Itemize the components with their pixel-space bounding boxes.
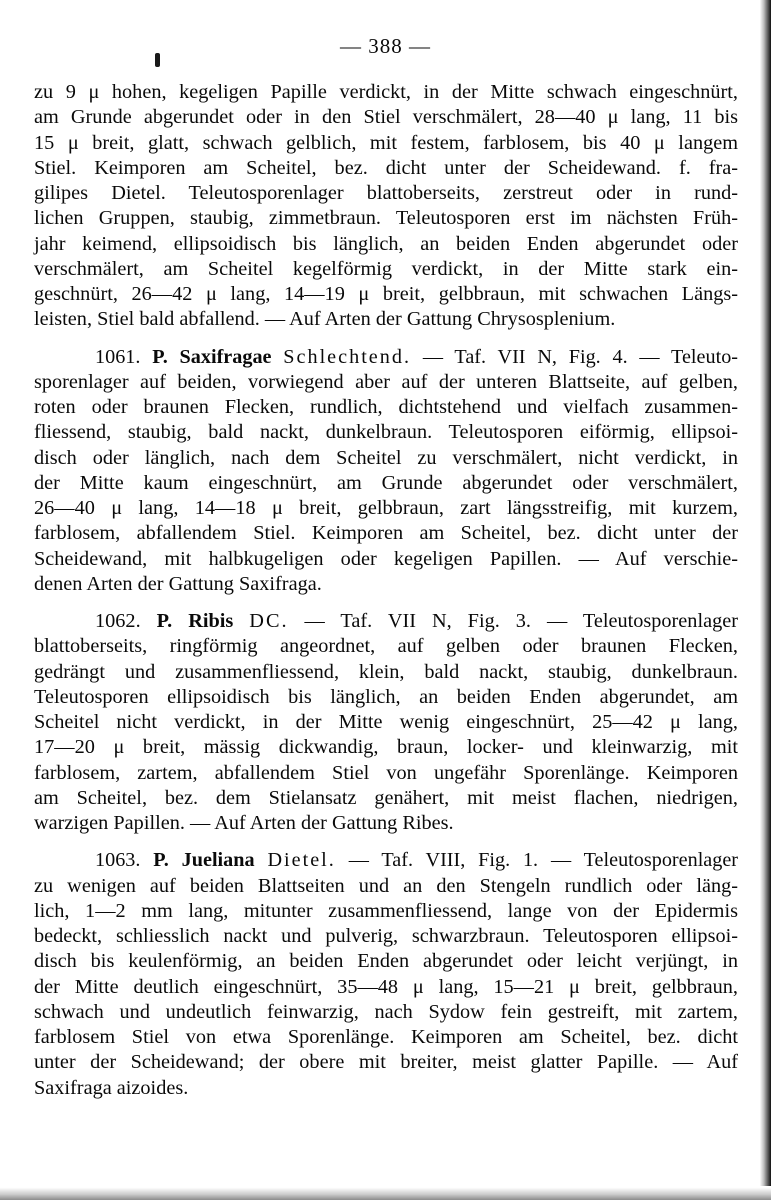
page-number: — 388 — — [340, 34, 431, 58]
text-line: fliessend, staubig, bald nackt, dunkelbraun. Teleutosporen eiförmig, ellipsoi- — [34, 421, 738, 444]
text-line: Teleutosporen ellipsoidisch bis länglich, an beiden Enden abgerundet, am — [34, 685, 738, 708]
text-line: 17—20 μ breit, mässig dickwandig, braun, locker- und kleinwarzig, mit — [34, 736, 738, 759]
text-line: roten oder braunen Flecken, rundlich, dichtstehend und vielfach zusammen- — [34, 396, 738, 418]
paragraph-continuation — [34, 80, 738, 333]
text-body — [34, 80, 738, 1101]
text-line: der Mitte deutlich eingeschnürt, 35—48 μ lang, 15—21 μ breit, gelbbraun, — [34, 975, 738, 998]
text-line: disch bis keulenförmig, an beiden Enden abgerundet oder leicht verjüngt, in — [34, 950, 738, 973]
text-line: verschmälert, am Scheitel kegelförmig verdickt, in der Mitte stark ein- — [34, 257, 738, 280]
entry-number: 1062. — [95, 610, 141, 632]
entry-heading-line — [34, 609, 738, 634]
page-bottom-shadow — [0, 1186, 771, 1200]
text-line: zu wenigen auf beiden Blattseiten und an den Stengeln rundlich oder läng- — [34, 874, 738, 897]
text-line: 26—40 μ lang, 14—18 μ breit, gelbbraun, zart längsstreifig, mit kurzem, — [34, 497, 738, 519]
text-line: bedeckt, schliesslich nackt und pulverig, schwarzbraun. Teleutosporen ellipsoi- — [34, 925, 738, 947]
heading-rest: — Taf. VII N, Fig. 4. — Teleuto- — [422, 345, 739, 368]
text-line: Stiel. Keimporen am Scheitel, bez. dicht unter der Scheidewand. f. fra- — [34, 156, 738, 179]
text-line: warzigen Papillen. — Auf Arten der Gattung Ribes. — [34, 812, 454, 834]
text-line: blattoberseits, ringförmig angeordnet, auf gelben oder braunen Flecken, — [34, 635, 738, 658]
genus-abbrev: P. — [156, 610, 173, 632]
text-line: farblosem, zartem, abfallendem Stiel von ungefähr Sporenlänge. Keimporen — [34, 761, 738, 784]
species-author: Dietel. — [267, 849, 336, 872]
species-entry-1061 — [34, 345, 738, 598]
text-line: Scheitel nicht verdickt, in der Mitte wenig eingeschnürt, 25—42 μ lang, — [34, 711, 738, 733]
species-entry-1062 — [34, 609, 738, 836]
text-line: farblosem Stiel von etwa Sporenlänge. Keimporen am Scheitel, bez. dicht — [34, 1026, 738, 1048]
heading-rest: — Taf. VIII, Fig. 1. — Teleutosporenlager — [348, 849, 739, 872]
species-author: DC. — [249, 610, 289, 632]
text-line: der Mitte kaum eingeschnürt, am Grunde abgerundet oder verschmälert, — [34, 471, 738, 494]
entry-heading-line — [34, 848, 738, 873]
text-line: zu 9 μ hohen, kegeligen Papille verdickt, in der Mitte schwach eingeschnürt, — [34, 81, 738, 103]
text-line: jahr keimend, ellipsoidisch bis länglich, an beiden Enden abgerundet oder — [34, 232, 738, 255]
species-name: Saxifragae — [179, 345, 272, 368]
text-line: schwach und undeutlich feinwarzig, nach Sydow fein gestreift, mit zartem, — [34, 1000, 738, 1023]
text-line: unter der Scheidewand; der obere mit breiter, meist glatter Papille. — Auf — [34, 1051, 738, 1074]
text-line: am Scheitel, bez. dem Stielansatz genähert, mit meist flachen, niedrigen, — [34, 786, 738, 809]
page-edge-shadow — [759, 0, 771, 1200]
text-line: leisten, Stiel bald abfallend. — Auf Arten der Gattung Chrysosplenium. — [34, 308, 616, 331]
text-line: am Grunde abgerundet oder in den Stiel verschmälert, 28—40 μ lang, 11 bis — [34, 106, 738, 129]
text-line: disch oder länglich, nach dem Scheitel zu verschmälert, nicht verdickt, in — [34, 446, 738, 469]
text-line: geschnürt, 26—42 μ lang, 14—19 μ breit, gelbbraun, mit schwachen Längs- — [34, 283, 738, 305]
text-line: gilipes Dietel. Teleutosporenlager blattoberseits, zerstreut oder in rund- — [34, 182, 738, 204]
text-line: gedrängt und zusammenfliessend, klein, bald nackt, staubig, dunkelbraun. — [34, 660, 738, 683]
species-author: Schlechtend. — [283, 345, 412, 368]
text-line: farblosem, abfallendem Stiel. Keimporen am Scheitel, bez. dicht unter der — [34, 522, 738, 545]
text-line: Saxifraga aizoides. — [34, 1076, 189, 1099]
text-line: lichen Gruppen, staubig, zimmetbraun. Teleutosporen erst im nächsten Früh- — [34, 207, 738, 230]
genus-abbrev: P. — [153, 849, 169, 872]
species-name: Ribis — [188, 610, 234, 632]
entry-heading-line — [34, 345, 738, 370]
text-line: 15 μ breit, glatt, schwach gelblich, mit festem, farblosem, bis 40 μ langem — [34, 131, 738, 154]
text-line: denen Arten der Gattung Saxifraga. — [34, 572, 322, 595]
text-line: lich, 1—2 mm lang, mitunter zusammenfliessend, lange von der Epidermis — [34, 899, 738, 922]
text-line: sporenlager auf beiden, vorwiegend aber auf der unteren Blattseite, auf gelben, — [34, 370, 738, 393]
species-name: Jueliana — [181, 849, 255, 872]
species-entry-1063 — [34, 848, 738, 1101]
text-line: Scheidewand, mit halbkugeligen oder kegeligen Papillen. — Auf verschie- — [34, 547, 738, 570]
genus-abbrev: P. — [152, 345, 168, 368]
heading-rest: — Taf. VII N, Fig. 3. — Teleutosporenlager — [304, 610, 738, 632]
entry-number: 1061. — [95, 345, 141, 368]
entry-number: 1063. — [95, 849, 141, 872]
